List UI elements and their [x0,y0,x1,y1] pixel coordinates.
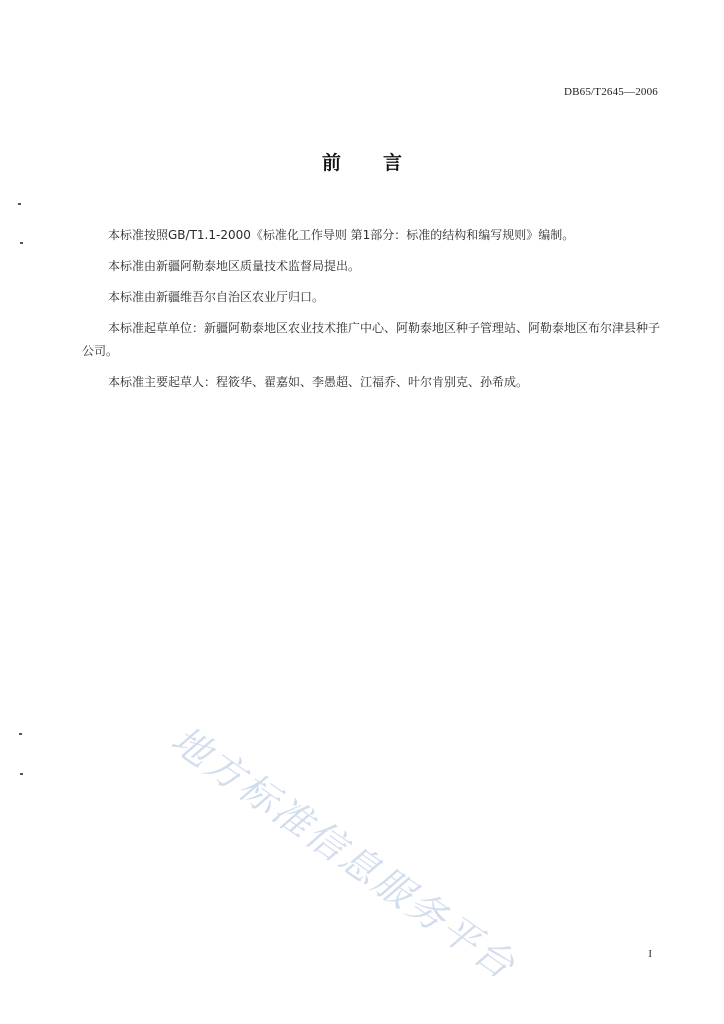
watermark: 地方标准信息服务平台 [163,717,525,989]
paragraph-drafters: 本标准主要起草人：程筱华、翟嘉如、李愚超、江福乔、叶尔肯别克、孙希成。 [108,375,529,389]
page-title: 前言 [321,152,444,174]
page-number: I [648,948,652,960]
scan-mark [19,733,22,735]
standard-code: DB65/T2645—2006 [563,86,658,98]
paragraph-drafting-units: 本标准起草单位：新疆阿勒泰地区农业技术推广中心、阿勒泰地区种子管理站、阿勒泰地区布尔津县种子公司。 [82,321,661,358]
paragraph-responsible-unit: 本标准由新疆维吾尔自治区农业厅归口。 [108,290,325,304]
foreword-body [82,224,662,402]
scan-mark [20,773,23,775]
paragraph-proposer: 本标准由新疆阿勒泰地区质量技术监督局提出。 [108,259,361,273]
scan-mark [18,203,21,205]
paragraph-compilation-basis: 本标准按照GB/T1.1-2000《标准化工作导则 第1部分：标准的结构和编写规则》编制。 [108,228,575,242]
scan-mark [20,242,23,244]
